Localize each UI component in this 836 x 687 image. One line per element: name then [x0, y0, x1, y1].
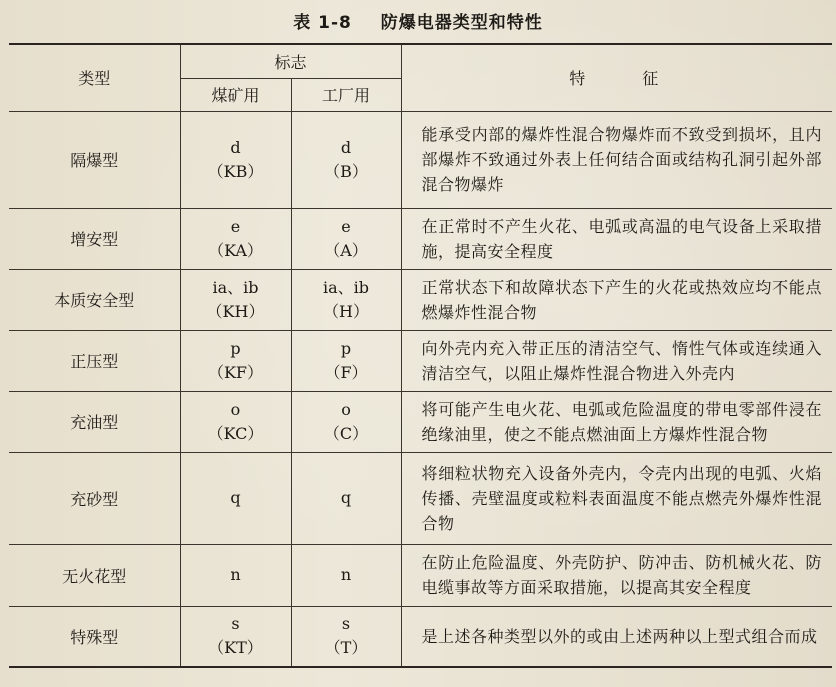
factory-mark	[291, 208, 401, 269]
factory-mark	[291, 606, 401, 667]
header-type: 类型	[9, 44, 180, 111]
factory-code: p	[340, 338, 352, 358]
factory-code: q	[340, 488, 352, 507]
factory-mark	[291, 111, 401, 208]
mine-code: q	[230, 488, 241, 507]
factory-mark	[291, 544, 401, 606]
factory-mark	[291, 330, 401, 391]
factory-code-alt: （T）	[324, 638, 368, 658]
mine-mark	[180, 330, 291, 391]
row-type: 隔爆型	[9, 111, 180, 208]
factory-code: d	[340, 137, 352, 157]
table-row	[9, 606, 832, 667]
row-feature: 将可能产生电火花、电弧或危险温度的带电零部件浸在绝缘油里，使之不能点燃油面上方爆炸性混合物	[401, 391, 832, 452]
header-mark: 标志	[180, 44, 401, 78]
mine-code: ia、ib	[212, 277, 259, 297]
mine-code-alt: （KF）	[207, 362, 264, 382]
explosion-proof-table	[9, 43, 832, 668]
table-row	[9, 269, 832, 330]
mine-code: d	[230, 137, 241, 157]
mine-mark	[180, 111, 291, 208]
row-type: 充油型	[9, 391, 180, 452]
mine-code: p	[230, 338, 241, 358]
mine-code-alt: （KC）	[207, 423, 264, 443]
factory-code-alt: （B）	[324, 161, 368, 181]
table-name: 防爆电器类型和特性	[380, 13, 543, 33]
table-row	[9, 330, 832, 391]
row-feature: 是上述各种类型以外的或由上述两种以上型式组合而成	[401, 606, 832, 667]
factory-mark	[291, 269, 401, 330]
table-number: 表 1-8	[293, 13, 352, 33]
factory-code: e	[341, 216, 351, 236]
mine-code-alt: （KH）	[206, 301, 265, 321]
table-title	[0, 8, 836, 33]
row-type: 本质安全型	[9, 269, 180, 330]
header-mine: 煤矿用	[180, 78, 291, 111]
mine-code: e	[230, 216, 241, 236]
mine-code: o	[230, 399, 241, 419]
row-feature: 在防止危险温度、外壳防护、防冲击、防机械火花、防电缆事故等方面采取措施，以提高其安全程度	[401, 544, 832, 606]
factory-code: o	[341, 399, 351, 419]
header-factory: 工厂用	[291, 78, 401, 111]
mine-mark	[180, 544, 291, 606]
factory-code: ia、ib	[322, 277, 370, 297]
factory-code-alt: （C）	[323, 423, 369, 443]
factory-code: n	[340, 565, 352, 584]
table-row	[9, 391, 832, 452]
factory-mark	[291, 452, 401, 544]
mine-code: n	[230, 565, 241, 584]
factory-code-alt: （H）	[323, 301, 369, 321]
table-row	[9, 111, 832, 208]
mine-mark	[180, 269, 291, 330]
row-feature: 正常状态下和故障状态下产生的火花或热效应均不能点燃爆炸性混合物	[401, 269, 832, 330]
table-row	[9, 208, 832, 269]
row-type: 特殊型	[9, 606, 180, 667]
mine-mark	[180, 606, 291, 667]
table-row	[9, 544, 832, 606]
row-type: 无火花型	[9, 544, 180, 606]
mine-mark	[180, 391, 291, 452]
mine-code-alt: （KT）	[208, 638, 263, 658]
row-feature: 在正常时不产生火花、电弧或高温的电气设备上采取措施，提高安全程度	[401, 208, 832, 269]
factory-code-alt: （A）	[324, 240, 368, 260]
factory-mark	[291, 391, 401, 452]
row-type: 充砂型	[9, 452, 180, 544]
mine-code-alt: （KB）	[207, 161, 264, 181]
row-type: 正压型	[9, 330, 180, 391]
factory-code: s	[341, 614, 351, 634]
row-feature: 向外壳内充入带正压的清洁空气、惰性气体或连续通入清洁空气，以阻止爆炸性混合物进入外壳内	[401, 330, 832, 391]
row-type: 增安型	[9, 208, 180, 269]
row-feature: 将细粒状物充入设备外壳内，令壳内出现的电弧、火焰传播、壳壁温度或粒料表面温度不能点燃壳外爆炸性混合物	[401, 452, 832, 544]
table-row	[9, 452, 832, 544]
factory-code-alt: （F）	[324, 362, 368, 382]
mine-mark	[180, 452, 291, 544]
mine-code-alt: （KA）	[208, 240, 263, 260]
header-feature: 特 征	[401, 44, 832, 111]
mine-mark	[180, 208, 291, 269]
mine-code: s	[231, 614, 240, 634]
row-feature: 能承受内部的爆炸性混合物爆炸而不致受到损坏，且内部爆炸不致通过外表上任何结合面或结构孔洞引起外部混合物爆炸	[401, 111, 832, 208]
